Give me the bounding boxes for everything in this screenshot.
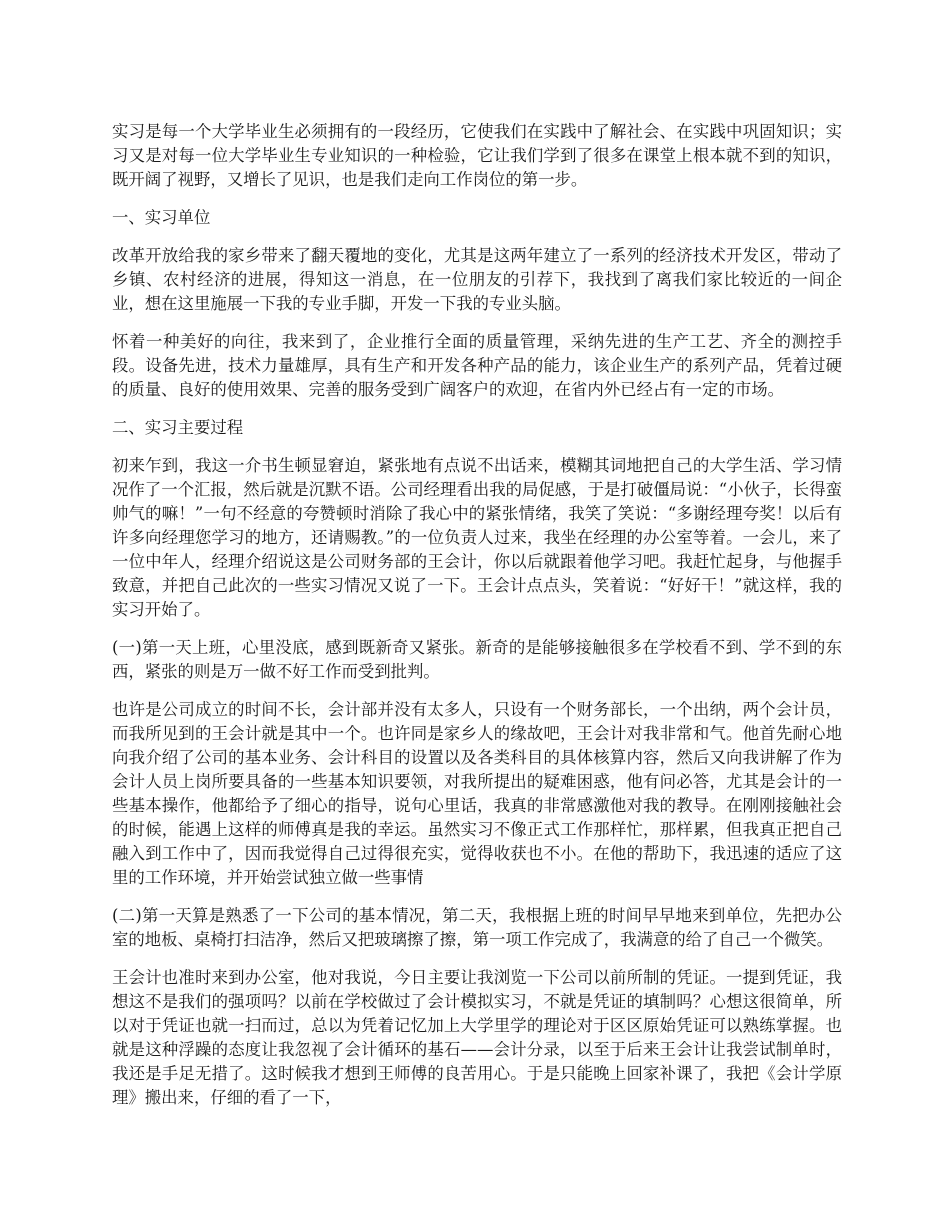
- paragraph-day-two: (二)第一天算是熟悉了一下公司的基本情况，第二天，我根据上班的时间早早地来到单位，先把办公室的地板、桌椅打扫洁净，然后又把玻璃擦了擦，第一项工作完成了，我满意的给了自己一个微笑。: [112, 906, 842, 949]
- paragraph-day-one: (一)第一天上班，心里没底，感到既新奇又紧张。新奇的是能够接触很多在学校看不到、学不到的东西，紧张的则是万一做不好工作而受到批判。: [112, 638, 842, 681]
- document-body: [112, 120, 842, 1124]
- paragraph-vouchers: 王会计也准时来到办公室，他对我说，今日主要让我浏览一下公司以前所制的凭证。一提到凭证，我想这不是我们的强项吗？以前在学校做过了会计模拟实习，不就是凭证的填制吗？心想这很简单，所以对于凭证也就一扫而过，总以为凭着记忆加上大学里学的理论对于区区原始凭证可以熟练掌握。也就是这种浮躁的态度让我忽视了会计循环的基石——会计分录，以至于后来王会计让我尝试制单时，我还是手足无措了。这时候我才想到王师傅的良苦用心。于是只能晚上回家补课了，我把《会计学原理》搬出来，仔细的看了一下，: [112, 968, 842, 1107]
- paragraph-company: 怀着一种美好的向往，我来到了，企业推行全面的质量管理，采纳先进的生产工艺、齐全的测控手段。设备先进，技术力量雄厚，具有生产和开发各种产品的能力，该企业生产的系列产品，凭着过硬的质量、良好的使用效果、完善的服务受到广阔客户的欢迎，在省内外已经占有一定的市场。: [112, 332, 842, 399]
- paragraph-first-meeting: 初来乍到，我这一介书生顿显窘迫，紧张地有点说不出话来，模糊其词地把自己的大学生活、学习情况作了一个汇报，然后就是沉默不语。公司经理看出我的局促感，于是打破僵局说：“小伙子，长得蛮帅气的嘛！”一句不经意的夸赞顿时消除了我心中的紧张情绪，我笑了笑说：“多谢经理夸奖！以后有许多向经理您学习的地方，还请赐教。”的一位负责人过来，我坐在经理的办公室等着。一会儿，来了一位中年人，经理介绍说这是公司财务部的王会计，你以后就跟着他学习吧。我赶忙起身，与他握手致意，并把自己此次的一些实习情况又说了一下。王会计点点头，笑着说：“好好干！”就这样，我的实习开始了。: [112, 456, 842, 619]
- paragraph-accounting-dept: 也许是公司成立的时间不长，会计部并没有太多人，只设有一个财务部长，一个出纳，两个会计员，而我所见到的王会计就是其中一个。也许同是家乡人的缘故吧，王会计对我非常和气。他首先耐心地向我介绍了公司的基本业务、会计科目的设置以及各类科目的具体核算内容，然后又向我讲解了作为会计人员上岗所要具备的一些基本知识要领，对我所提出的疑难困惑，他有问必答，尤其是会计的一些基本操作，他都给予了细心的指导，说句心里话，我真的非常感激他对我的教导。在刚刚接触社会的时候，能遇上这样的师傅真是我的幸运。虽然实习不像正式工作那样忙，那样累，但我真正把自己融入到工作中了，因而我觉得自己过得很充实，觉得收获也不小。在他的帮助下，我迅速的适应了这里的工作环境，并开始尝试独立做一些事情: [112, 700, 842, 887]
- paragraph-hometown: 改革开放给我的家乡带来了翻天覆地的变化，尤其是这两年建立了一系列的经济技术开发区，带动了乡镇、农村经济的进展，得知这一消息，在一位朋友的引荐下，我找到了离我们家比较近的一间企业，想在这里施展一下我的专业手脚，开发一下我的专业头脑。: [112, 246, 842, 313]
- section-heading-internship-unit: 一、实习单位: [112, 208, 211, 227]
- intro-paragraph: 实习是每一个大学毕业生必须拥有的一段经历，它使我们在实践中了解社会、在实践中巩固知识；实习又是对每一位大学毕业生专业知识的一种检验，它让我们学到了很多在课堂上根本就不到的知识，既开阔了视野，又增长了见识，也是我们走向工作岗位的第一步。: [112, 122, 842, 189]
- section-heading-process: 二、实习主要过程: [112, 418, 244, 437]
